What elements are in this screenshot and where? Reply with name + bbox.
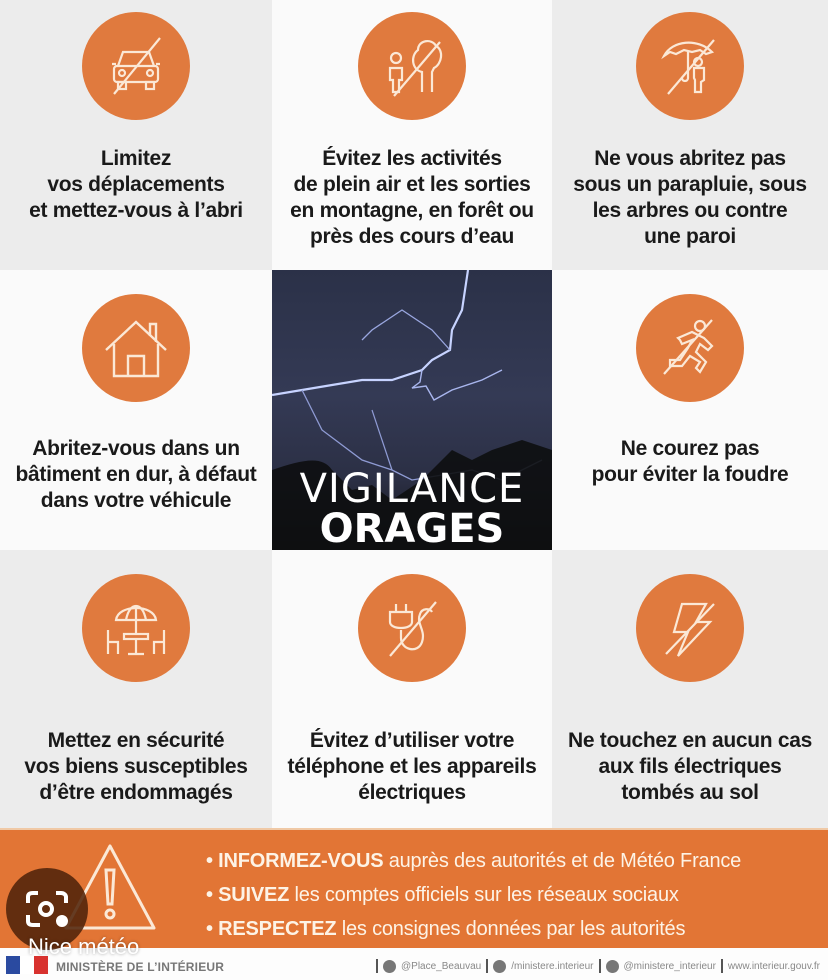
divider [721, 959, 723, 973]
no-outdoor-activity-icon [358, 12, 466, 120]
tip-text: Ne touchez en aucun cas aux fils électriques tombés au sol [567, 729, 812, 804]
divider [599, 959, 601, 973]
ministry-name: MINISTÈRE DE L’INTÉRIEUR [56, 960, 225, 974]
twitter-handle[interactable]: @Place_Beauvau [401, 960, 482, 972]
tip-avoid-electric-devices [272, 550, 552, 828]
divider [486, 959, 488, 973]
instagram-icon [606, 960, 619, 973]
advice-list [206, 844, 741, 946]
tip-text: Évitez les activités de plein air et les sorties en montagne, en forêt ou près des cours d’eau [290, 147, 534, 248]
facebook-handle[interactable]: /ministere.interieur [511, 960, 594, 972]
tip-shelter-building [0, 270, 272, 550]
tip-text: Abritez-vous dans un bâtiment en dur, à défaut dans votre véhicule [15, 437, 257, 512]
tip-limit-travel [0, 0, 272, 270]
google-lens-icon [24, 889, 70, 929]
patio-furniture-icon [82, 574, 190, 682]
twitter-icon [383, 960, 396, 973]
website-link[interactable]: www.interieur.gouv.fr [727, 960, 820, 972]
vigilance-orages-image [272, 270, 552, 550]
tip-text: Ne vous abritez pas sous un parapluie, sous les arbres ou contre une paroi [573, 147, 807, 248]
poster-title-line1: VIGILANCE [299, 466, 525, 512]
no-car-icon [82, 12, 190, 120]
no-electric-wire-icon [636, 574, 744, 682]
tip-text: Évitez d’utiliser votre téléphone et les appareils électriques [287, 729, 537, 804]
facebook-icon [493, 960, 506, 973]
social-links [376, 959, 820, 973]
advice-item: • SUIVEZ les comptes officiels sur les réseaux sociaux [206, 884, 679, 906]
tip-avoid-outdoor [272, 0, 552, 270]
no-umbrella-icon [636, 12, 744, 120]
no-running-icon [636, 294, 744, 402]
overlay-label: Nice météo [28, 934, 140, 959]
tip-secure-goods [0, 550, 272, 828]
tip-text: Limitez vos déplacements et mettez-vous à l’abri [29, 147, 243, 222]
advice-banner [0, 828, 828, 948]
instagram-handle[interactable]: @ministere_interieur [623, 960, 716, 972]
tip-text: Mettez en sécurité vos biens susceptibles d’être endommagés [24, 729, 248, 804]
tip-text: Ne courez pas pour éviter la foudre [591, 437, 789, 486]
tip-dont-touch-wires [552, 550, 828, 828]
divider [376, 959, 378, 973]
advice-item: • INFORMEZ-VOUS auprès des autorités et de Météo France [206, 850, 742, 872]
no-plug-icon [358, 574, 466, 682]
tip-no-shelter-umbrella [552, 0, 828, 270]
poster-title-line2: ORAGES [319, 506, 505, 550]
house-icon [82, 294, 190, 402]
tip-dont-run [552, 270, 828, 550]
advice-item: • RESPECTEZ les consignes données par les autorités [206, 918, 686, 940]
